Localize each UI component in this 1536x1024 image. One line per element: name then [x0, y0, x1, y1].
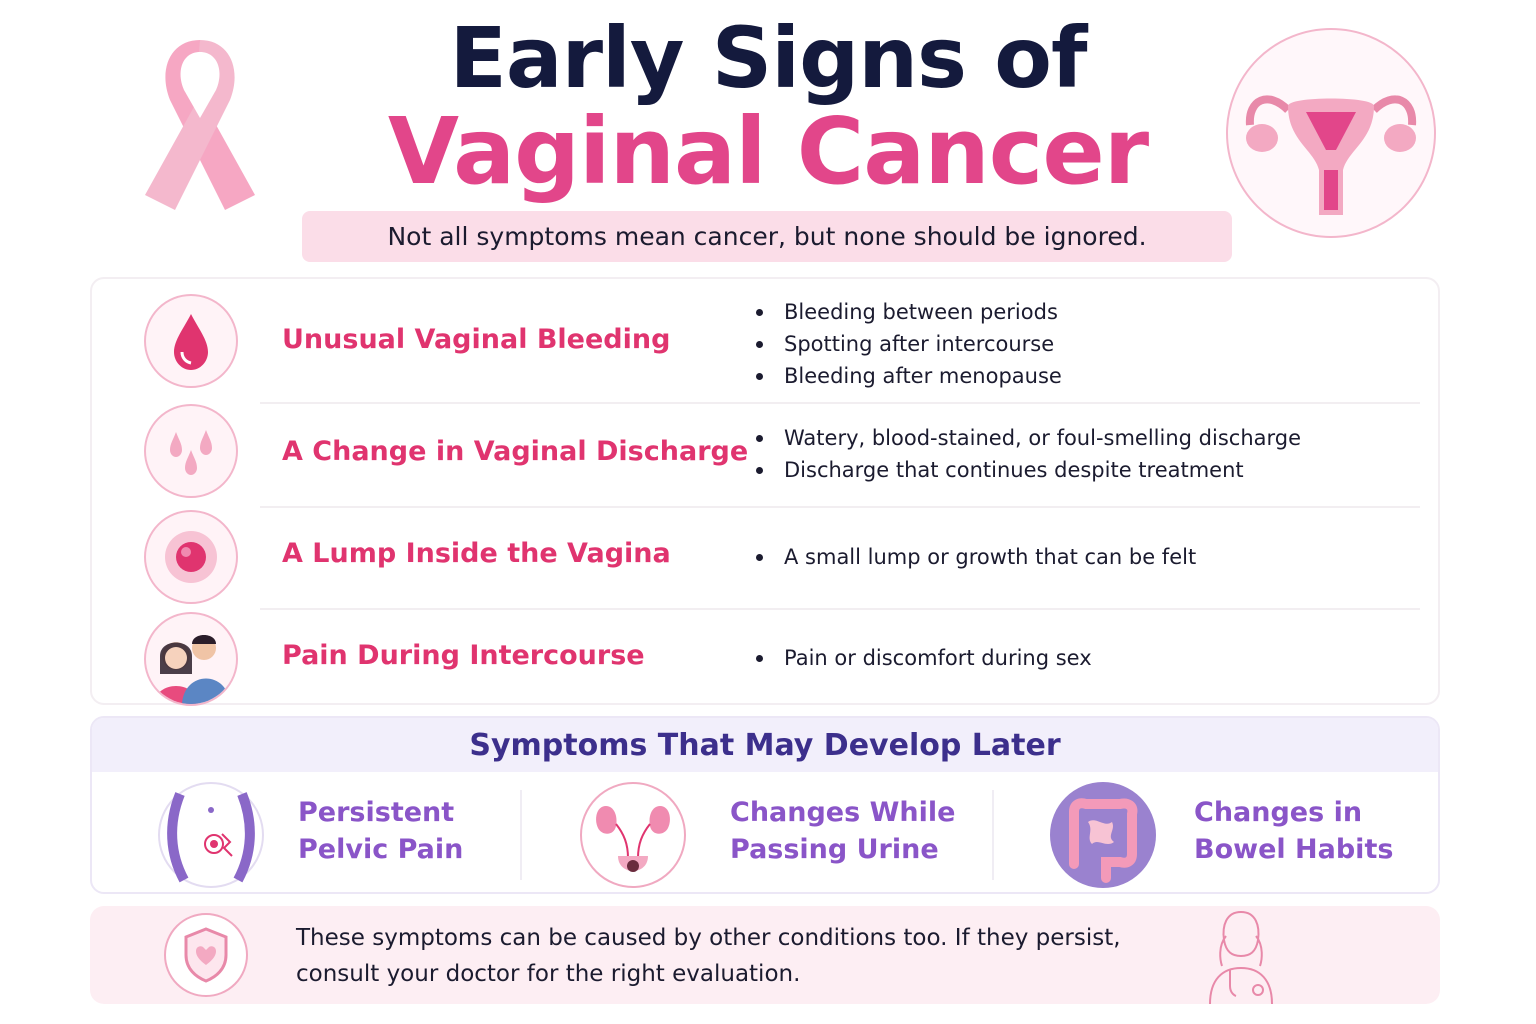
sign-row-lump	[110, 508, 1420, 610]
lump-icon	[144, 510, 238, 604]
later-symptoms-panel	[90, 716, 1440, 894]
blood-drop-icon	[144, 294, 238, 388]
shield-heart-icon	[164, 913, 248, 997]
sign-title: Unusual Vaginal Bleeding	[282, 324, 671, 355]
bullet-item: Bleeding after menopause	[754, 360, 1062, 392]
discharge-drops-icon	[144, 404, 238, 498]
sign-bullets	[754, 642, 1092, 674]
later-label-line2: Bowel Habits	[1194, 834, 1394, 865]
sign-title: Pain During Intercourse	[282, 640, 645, 671]
bullet-item: A small lump or growth that can be felt	[754, 541, 1196, 573]
later-item-bowel	[1050, 772, 1430, 894]
subtitle-banner: Not all symptoms mean cancer, but none should be ignored.	[302, 211, 1232, 262]
uterus-icon	[1226, 28, 1436, 238]
bullet-item: Watery, blood-stained, or foul-smelling discharge	[754, 422, 1301, 454]
sign-row-pain	[110, 610, 1420, 702]
sign-bullets	[754, 541, 1196, 573]
sign-bullets	[754, 296, 1062, 392]
doctor-icon	[1196, 906, 1286, 1004]
sign-row-discharge	[110, 404, 1420, 508]
later-label-line1: Persistent	[298, 797, 455, 828]
sign-title: A Change in Vaginal Discharge	[282, 436, 749, 467]
couple-icon	[144, 612, 238, 706]
advice-note	[90, 906, 1440, 1004]
kidneys-bladder-icon	[580, 782, 686, 888]
note-line1: These symptoms can be caused by other conditions too. If they persist,	[296, 925, 1121, 951]
sign-row-bleeding	[110, 290, 1420, 404]
later-item-urine	[580, 772, 970, 894]
page-title-line2: Vaginal Cancer	[387, 98, 1149, 205]
sign-bullets	[754, 422, 1301, 486]
later-label-line1: Changes in	[1194, 797, 1363, 828]
sign-title: A Lump Inside the Vagina	[282, 538, 671, 569]
bullet-item: Discharge that continues despite treatment	[754, 454, 1301, 486]
bullet-item: Bleeding between periods	[754, 296, 1062, 328]
intestine-icon	[1050, 782, 1156, 888]
bullet-item: Pain or discomfort during sex	[754, 642, 1092, 674]
later-label-line2: Passing Urine	[730, 834, 939, 865]
pelvis-pain-icon	[158, 782, 264, 888]
bullet-item: Spotting after intercourse	[754, 328, 1062, 360]
later-item-pelvic	[152, 772, 512, 894]
page-title-line1: Early Signs of	[449, 9, 1087, 107]
later-label-line1: Changes While	[730, 797, 956, 828]
note-line2: consult your doctor for the right evaluation.	[296, 961, 801, 987]
later-label-line2: Pelvic Pain	[298, 834, 464, 865]
later-heading: Symptoms That May Develop Later	[92, 718, 1438, 772]
